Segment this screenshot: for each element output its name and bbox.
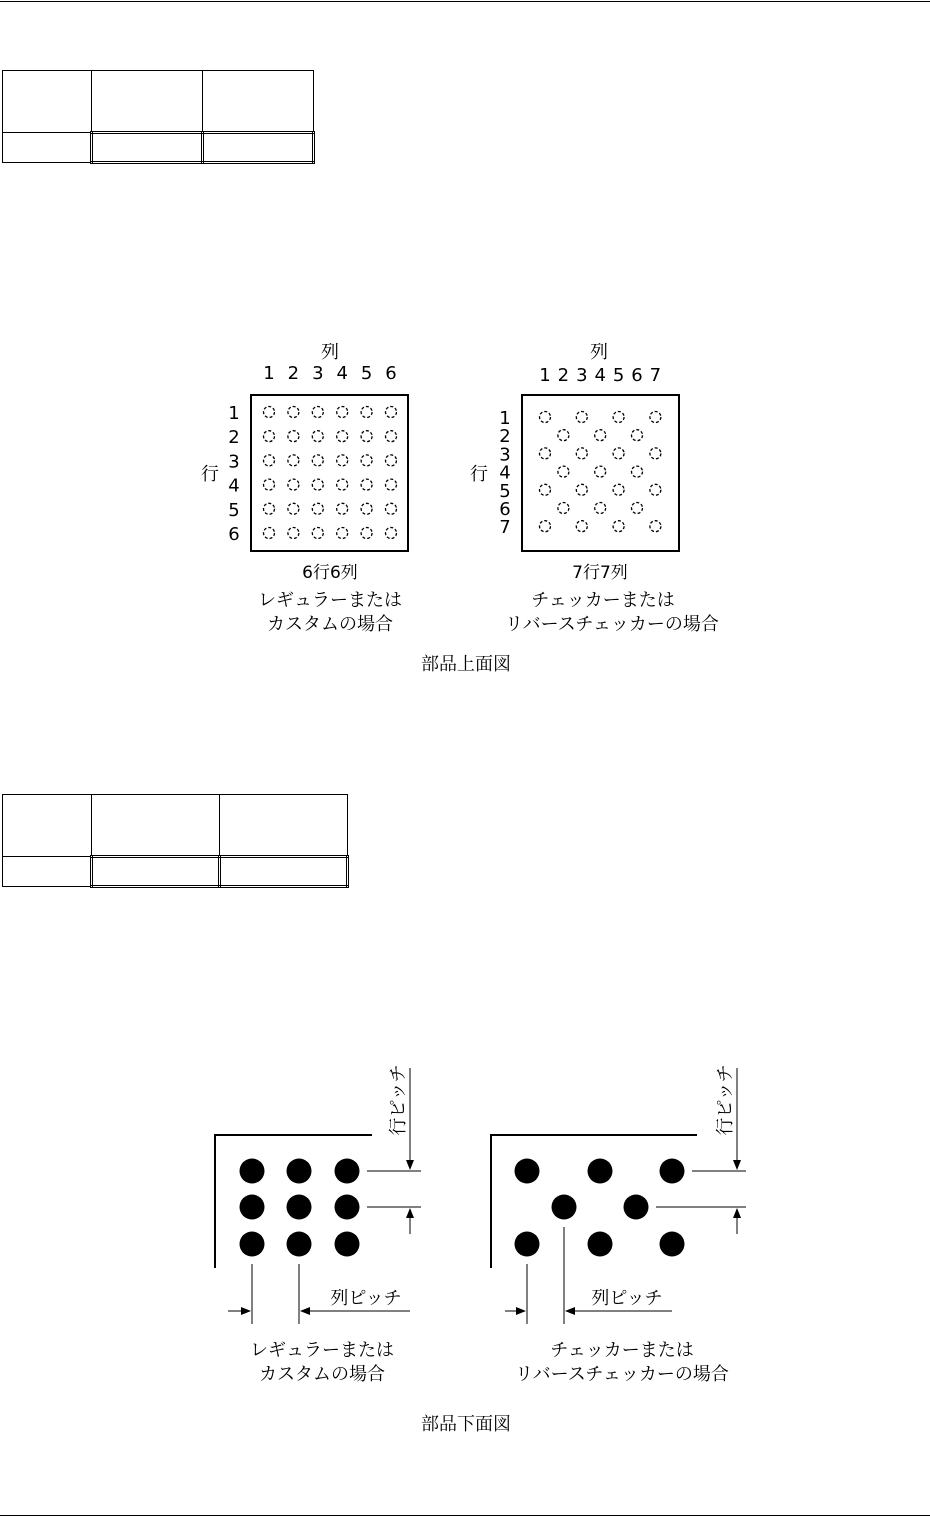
solder-ball	[240, 1159, 265, 1184]
checker-ball-grid	[540, 412, 661, 532]
ball-position	[361, 503, 372, 514]
regular-bottom-caption-line2: カスタムの場合	[259, 1364, 385, 1385]
ball-position	[264, 479, 275, 490]
solder-ball	[287, 1232, 312, 1257]
ball-position	[312, 503, 323, 514]
ball-position	[540, 448, 551, 459]
solder-ball	[588, 1232, 613, 1257]
column-number: 5	[360, 363, 373, 384]
ball-position	[558, 466, 569, 477]
row-number: 3	[499, 444, 511, 466]
checker-caption-line2: リバースチェッカーの場合	[505, 614, 719, 635]
part-top-view-diagram	[0, 320, 930, 700]
ball-position	[613, 448, 624, 459]
regular-top-view	[201, 342, 408, 635]
ball-position	[337, 503, 348, 514]
ball-position	[264, 528, 275, 539]
ball-position	[386, 528, 397, 539]
table-input-cell	[92, 133, 203, 163]
ball-position	[595, 466, 606, 477]
parameter-table-1	[2, 70, 315, 164]
solder-ball	[335, 1232, 360, 1257]
solder-ball	[287, 1195, 312, 1220]
regular-bottom-view	[215, 1064, 421, 1385]
ball-position	[288, 431, 299, 442]
bottom-rule	[0, 1515, 930, 1516]
ball-position	[613, 412, 624, 423]
ball-position	[613, 521, 624, 532]
ball-position	[540, 484, 551, 495]
bottom-view-figure-caption: 部品下面図	[421, 1414, 511, 1435]
ball-position	[312, 528, 323, 539]
ball-position	[337, 455, 348, 466]
table-header-cell	[3, 795, 92, 857]
regular-ball-pattern	[240, 1159, 360, 1257]
ball-position	[312, 455, 323, 466]
solder-ball	[588, 1159, 613, 1184]
column-numbers	[263, 363, 396, 384]
regular-caption-line1: レギュラーまたは	[258, 590, 402, 611]
top-view-figure-caption: 部品上面図	[421, 654, 511, 675]
column-pitch-label: 列ピッチ	[330, 1288, 402, 1309]
column-number: 2	[557, 365, 570, 386]
solder-ball	[515, 1232, 540, 1257]
ball-position	[264, 455, 275, 466]
ball-position	[361, 479, 372, 490]
ball-position	[576, 521, 587, 532]
solder-ball	[335, 1159, 360, 1184]
solder-ball	[240, 1232, 265, 1257]
regular-size-label: 6行6列	[302, 563, 358, 583]
ball-position	[540, 412, 551, 423]
table-cell	[3, 857, 92, 887]
solder-ball	[335, 1195, 360, 1220]
checker-package-outline	[522, 395, 679, 551]
row-number: 1	[499, 408, 511, 429]
ball-position	[337, 528, 348, 539]
column-number: 1	[539, 365, 551, 386]
row-number: 6	[499, 499, 511, 520]
ball-position	[386, 503, 397, 514]
ball-position	[595, 503, 606, 514]
table-header-cell	[3, 71, 92, 133]
column-number: 5	[612, 365, 625, 386]
ball-position	[361, 431, 372, 442]
row-number: 5	[228, 499, 240, 521]
solder-ball	[515, 1159, 540, 1184]
column-header-label: 列	[321, 342, 339, 363]
column-number: 6	[385, 363, 397, 384]
table-header-cell	[92, 795, 220, 857]
row-number: 6	[228, 524, 240, 545]
table-header-cell	[220, 795, 348, 857]
solder-ball	[660, 1159, 685, 1184]
column-number: 4	[594, 365, 606, 386]
ball-position	[650, 448, 661, 459]
row-number: 4	[228, 475, 240, 497]
ball-position	[576, 448, 587, 459]
ball-position	[361, 407, 372, 418]
solder-ball	[660, 1232, 685, 1257]
column-numbers	[539, 365, 661, 386]
table-input-cell	[220, 857, 348, 887]
ball-position	[386, 407, 397, 418]
checker-top-view	[470, 342, 719, 635]
ball-position	[540, 521, 551, 532]
solder-ball	[240, 1195, 265, 1220]
ball-position	[337, 479, 348, 490]
table-header-cell	[203, 71, 314, 133]
solder-ball	[552, 1195, 577, 1220]
regular-package-outline	[251, 395, 408, 551]
ball-position	[312, 407, 323, 418]
ball-position	[576, 412, 587, 423]
ball-position	[632, 430, 643, 441]
ball-position	[595, 430, 606, 441]
table-input-cell	[92, 857, 220, 887]
ball-position	[386, 479, 397, 490]
ball-position	[288, 528, 299, 539]
ball-position	[264, 407, 275, 418]
ball-position	[558, 503, 569, 514]
ball-position	[288, 503, 299, 514]
top-rule	[0, 1, 930, 2]
column-number: 6	[631, 365, 643, 386]
ball-position	[558, 430, 569, 441]
table-cell	[3, 133, 92, 163]
ball-position	[632, 466, 643, 477]
table-header-cell	[92, 71, 203, 133]
part-bottom-view-diagram	[0, 1060, 930, 1440]
row-header-label: 行	[470, 464, 488, 485]
checker-size-label: 7行7列	[572, 563, 628, 583]
column-number: 4	[336, 363, 348, 384]
regular-caption-line2: カスタムの場合	[267, 614, 393, 635]
ball-position	[576, 484, 587, 495]
column-pitch-label: 列ピッチ	[591, 1288, 663, 1309]
column-number: 2	[287, 363, 300, 384]
ball-position	[632, 503, 643, 514]
ball-position	[288, 455, 299, 466]
ball-position	[613, 484, 624, 495]
row-numbers	[228, 403, 239, 545]
checker-bottom-caption-line1: チェッカーまたは	[550, 1340, 694, 1361]
checker-bottom-caption-line2: リバースチェッカーの場合	[515, 1364, 729, 1385]
ball-position	[312, 479, 323, 490]
column-header-label: 列	[590, 342, 608, 363]
ball-position	[650, 412, 661, 423]
regular-bottom-caption-line1: レギュラーまたは	[250, 1340, 394, 1361]
column-number: 1	[263, 363, 275, 384]
column-number: 3	[576, 365, 588, 386]
row-number: 1	[228, 403, 240, 424]
row-pitch-label: 行ピッチ	[388, 1064, 409, 1136]
parameter-table-2	[2, 794, 349, 888]
ball-position	[337, 431, 348, 442]
solder-ball	[287, 1159, 312, 1184]
ball-position	[288, 407, 299, 418]
row-header-label: 行	[201, 464, 219, 485]
row-number: 4	[499, 462, 511, 484]
ball-position	[361, 528, 372, 539]
ball-position	[386, 431, 397, 442]
row-pitch-label: 行ピッチ	[715, 1064, 736, 1136]
row-number: 7	[499, 517, 511, 539]
ball-position	[650, 484, 661, 495]
row-number: 2	[499, 426, 511, 448]
ball-position	[288, 479, 299, 490]
ball-position	[386, 455, 397, 466]
checker-bottom-view	[491, 1064, 746, 1385]
column-number: 7	[649, 365, 662, 386]
table-input-cell	[203, 133, 314, 163]
ball-position	[312, 431, 323, 442]
row-number: 5	[499, 480, 511, 502]
ball-position	[264, 431, 275, 442]
row-number: 2	[228, 427, 240, 449]
ball-position	[264, 503, 275, 514]
column-number: 3	[312, 363, 324, 384]
ball-position	[361, 455, 372, 466]
ball-position	[337, 407, 348, 418]
checker-caption-line1: チェッカーまたは	[531, 590, 675, 611]
row-numbers	[499, 408, 510, 538]
solder-ball	[624, 1195, 649, 1220]
row-number: 3	[228, 451, 240, 473]
ball-position	[650, 521, 661, 532]
regular-ball-grid	[264, 407, 397, 539]
